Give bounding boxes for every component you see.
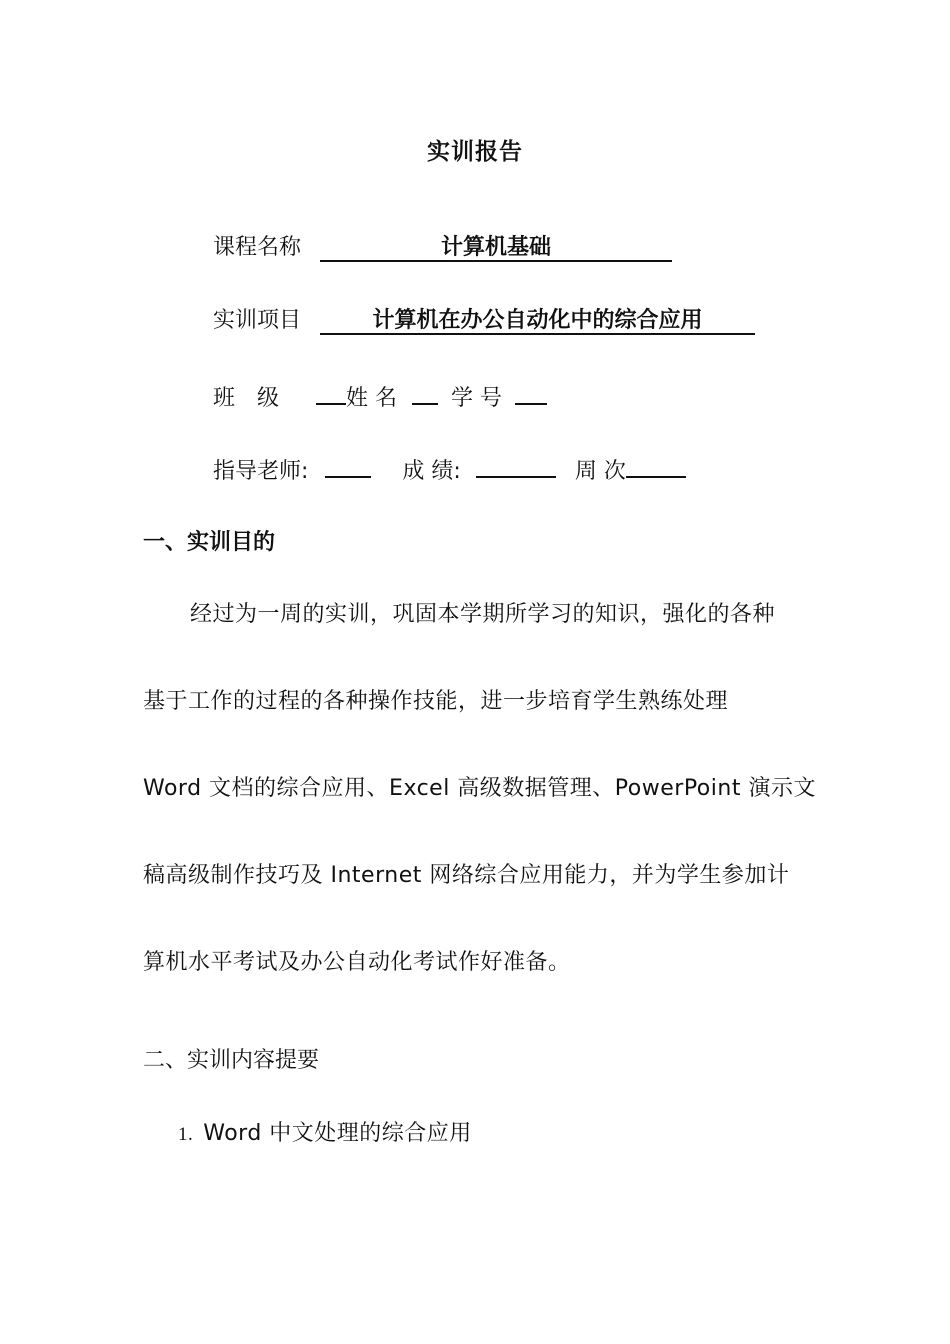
name-label: 姓 名 (346, 386, 397, 411)
course-value: 计算机基础 (320, 236, 672, 262)
teacher-label: 指导老师: (213, 459, 309, 484)
section2-heading: 二、实训内容提要 (143, 1048, 320, 1073)
project-row (213, 306, 755, 336)
paragraph-line: 基于工作的过程的各种操作技能，进一步培育学生熟练处理 (143, 689, 729, 714)
paragraph-line: 经过为一周的实训，巩固本学期所学习的知识，强化的各种 (190, 602, 776, 627)
week-blank (626, 452, 686, 478)
class-row (213, 379, 547, 414)
score-blank (476, 452, 556, 478)
class-blank (316, 379, 346, 405)
list-item-number: 1. (178, 1124, 194, 1145)
paragraph-line: 稿高级制作技巧及 Internet 网络综合应用能力，并为学生参加计 (143, 863, 790, 888)
student-id-label: 学 号 (451, 386, 502, 411)
project-label: 实训项目 (213, 308, 302, 333)
list-item-text: Word 中文处理的综合应用 (203, 1121, 472, 1146)
paragraph-line: Word 文档的综合应用、Excel 高级数据管理、PowerPoint 演示文 (143, 776, 816, 801)
student-id-blank (515, 379, 547, 405)
week-label: 周 次 (574, 459, 626, 484)
paragraph-line: 算机水平考试及办公自动化考试作好准备。 (143, 950, 571, 975)
teacher-blank (325, 452, 371, 478)
course-row (213, 233, 672, 263)
list-item (178, 1116, 472, 1147)
class-label: 班 级 (213, 386, 280, 411)
project-value: 计算机在办公自动化中的综合应用 (320, 309, 755, 335)
section1-heading: 一、实训目的 (143, 530, 276, 555)
name-blank (412, 379, 438, 405)
teacher-row (213, 452, 686, 487)
score-label: 成 绩: (402, 459, 461, 484)
course-label: 课程名称 (213, 235, 302, 260)
document-title: 实训报告 (427, 139, 523, 165)
